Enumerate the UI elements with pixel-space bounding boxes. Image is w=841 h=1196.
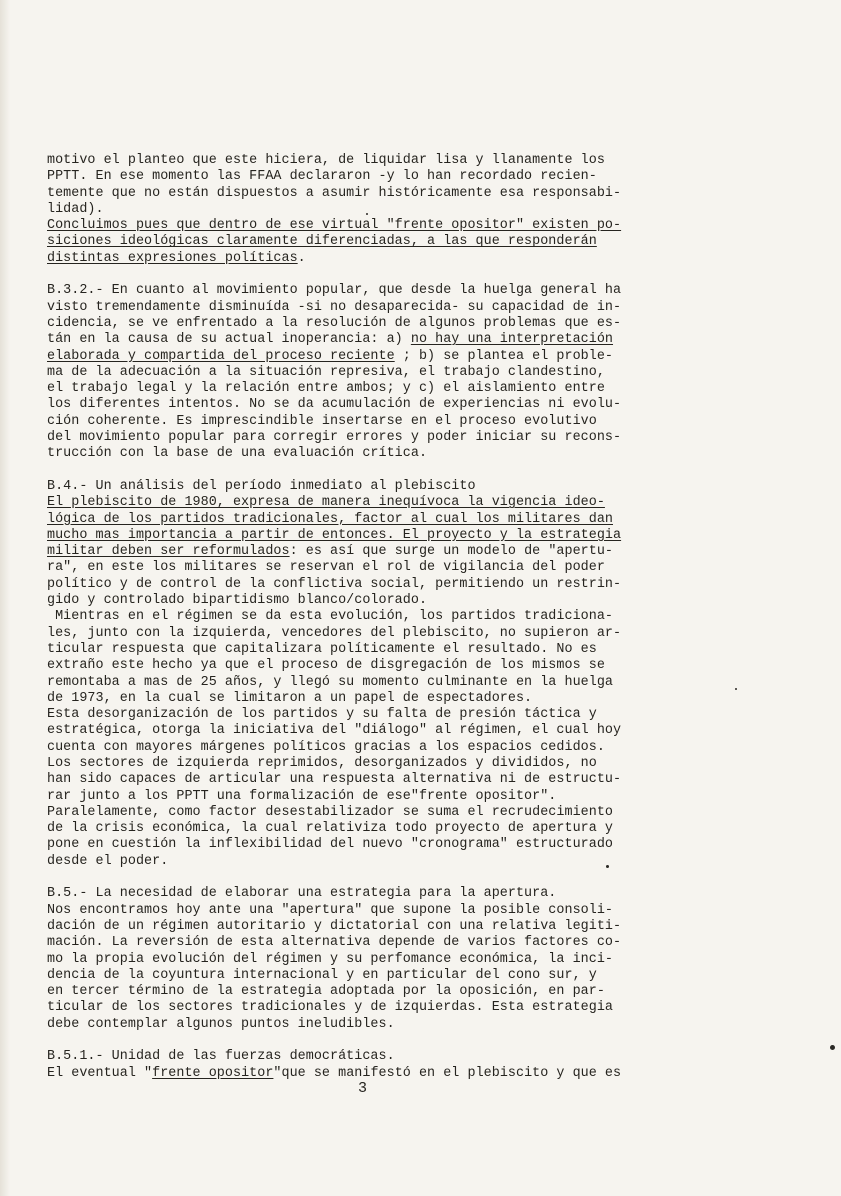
text-segment: Los sectores de izquierda reprimidos, desorganizados y divididos, no	[47, 755, 597, 771]
text-line	[47, 821, 747, 837]
text-line	[47, 626, 747, 642]
text-segment: temente que no están dispuestos a asumir históricamente esa responsabi-	[47, 185, 622, 201]
text-line	[47, 723, 747, 739]
text-segment: remontaba a mas de 25 años, y llegó su momento culminante en la huelga	[47, 674, 613, 690]
text-segment: dencia de la coyuntura internacional y en particular del cono sur, y	[47, 967, 597, 983]
text-line	[47, 316, 747, 332]
text-line	[47, 805, 747, 821]
text-segment: ra", en este los militares se reservan el rol de vigilancia del poder	[47, 560, 605, 576]
text-segment: gido y controlado bipartidismo blanco/colorado.	[47, 593, 428, 609]
text-line	[47, 202, 747, 218]
text-segment: ción coherente. Es imprescindible insertarse en el proceso evolutivo	[47, 413, 597, 429]
underlined-text: elaborada y compartida del proceso reciente	[47, 348, 395, 364]
text-segment: Esta desorganización de los partidos y su falta de presión táctica y	[47, 707, 597, 723]
text-segment: cidencia, se ve enfrentado a la resolución de algunos problemas que es-	[47, 315, 622, 331]
body-text	[47, 153, 747, 1098]
paragraph-b32	[47, 283, 747, 462]
text-segment: : es así que surge un modelo de "apertu-	[289, 544, 614, 560]
text-line	[47, 854, 747, 870]
paragraph-b5	[47, 886, 747, 1033]
text-segment: les, junto con la izquierda, vencedores del plebiscito, no supieron ar-	[47, 625, 622, 641]
text-line	[47, 1066, 747, 1082]
text-line	[47, 186, 747, 202]
text-segment: rar junto a los PPTT una formalización de ese"frente opositor".	[47, 788, 557, 804]
text-segment: PPTT. En ese momento las FFAA declararon -y lo han recordado recien-	[47, 169, 597, 185]
text-line	[47, 479, 747, 495]
text-line	[47, 984, 747, 1000]
ink-speck	[830, 1045, 835, 1050]
text-segment: mación. La reversión de esta alternativa depende de varios factores co-	[47, 935, 622, 951]
text-segment: ticular respuesta que capitalizara políticamente el resultado. No es	[47, 641, 597, 657]
text-segment: dación de un régimen autoritario y dictatorial con una relativa legiti-	[47, 918, 622, 934]
page-number: 3	[358, 1080, 368, 1097]
text-line	[47, 430, 747, 446]
text-line	[47, 740, 747, 756]
text-segment: político y de control de la conflictiva social, permitiendo un restrin-	[47, 576, 622, 592]
text-segment: ticular de los sectores tradicionales y de izquierdas. Esta estrategia	[47, 1000, 613, 1016]
text-segment: B.4.- Un análisis del período inmediato al plebiscito	[47, 478, 476, 494]
text-line	[47, 446, 747, 462]
ink-speck	[606, 865, 609, 868]
text-line	[47, 837, 747, 853]
text-line	[47, 218, 747, 234]
text-line	[47, 935, 747, 951]
text-line	[47, 234, 747, 250]
ink-speck	[366, 213, 368, 215]
text-line	[47, 381, 747, 397]
text-line	[47, 1000, 747, 1016]
text-segment: pone en cuestión la inflexibilidad del nuevo "cronograma" estructurado	[47, 837, 613, 853]
underlined-text: distintas expresiones políticas	[47, 250, 298, 266]
underlined-text: Concluimos pues que dentro de ese virtual "frente opositor" existen po-	[47, 218, 622, 234]
text-line	[47, 675, 747, 691]
paragraph-b51	[47, 1049, 747, 1082]
text-line	[47, 397, 747, 413]
text-line	[47, 772, 747, 788]
text-line	[47, 283, 747, 299]
text-line	[47, 756, 747, 772]
underlined-text: El plebiscito de 1980, expresa de manera inequívoca la vigencia ideo-	[47, 495, 605, 511]
text-segment: cuenta con mayores márgenes políticos gracias a los espacios cedidos.	[47, 739, 605, 755]
text-line	[47, 414, 747, 430]
text-segment: El eventual "	[47, 1065, 153, 1081]
paper-edge-shadow	[0, 0, 10, 1196]
text-segment: .	[297, 250, 306, 266]
text-segment: Mientras en el régimen se da esta evolución, los partidos tradiciona-	[47, 609, 613, 625]
text-line	[47, 593, 747, 609]
text-segment: Nos encontramos hoy ante una "apertura" que supone la posible consoli-	[47, 902, 613, 918]
text-segment: visto tremendamente disminuída -si no desaparecida- su capacidad de in-	[47, 299, 622, 315]
underlined-text: frente opositor	[152, 1065, 274, 1081]
text-segment: ma de la adecuación a la situación represiva, el trabajo clandestino,	[47, 364, 605, 380]
text-line	[47, 365, 747, 381]
text-line	[47, 512, 747, 528]
text-line	[47, 707, 747, 723]
text-segment: mo la propia evolución del régimen y su perfomance económica, la inci-	[47, 951, 613, 967]
text-segment: han sido capaces de articular una respuesta alternativa ni de estructu-	[47, 772, 622, 788]
text-line	[47, 886, 747, 902]
underlined-text: siciones ideológicas claramente diferenciadas, a las que responderán	[47, 234, 597, 250]
text-segment: estratégica, otorga la iniciativa del "diálogo" al régimen, el cual hoy	[47, 723, 622, 739]
text-line	[47, 658, 747, 674]
text-segment: del movimiento popular para corregir errores y poder iniciar su recons-	[47, 430, 622, 446]
text-segment: motivo el planteo que este hiciera, de liquidar lisa y llanamente los	[47, 153, 605, 168]
paragraph-b4	[47, 479, 747, 870]
text-line	[47, 1049, 747, 1065]
text-segment: debe contemplar algunos puntos ineludibles.	[47, 1016, 395, 1032]
text-segment: de 1973, en la cual se limitaron a un papel de espectadores.	[47, 690, 533, 706]
text-segment: B.5.- La necesidad de elaborar una estrategia para la apertura.	[47, 886, 557, 902]
underlined-text: militar deben ser reformulados	[47, 544, 290, 560]
text-line	[47, 300, 747, 316]
text-line	[47, 642, 747, 658]
underlined-text: lógica de los partidos tradicionales, factor al cual los militares dan	[47, 511, 613, 527]
text-segment: el trabajo legal y la relación entre ambos; y c) el aislamiento entre	[47, 381, 605, 397]
text-line	[47, 903, 747, 919]
text-line	[47, 251, 747, 267]
text-segment: ; b) se plantea el proble-	[394, 348, 614, 364]
underlined-text: mucho mas importancia a partir de entonces. El proyecto y la estrategia	[47, 527, 622, 543]
text-line	[47, 952, 747, 968]
text-segment: tán en la causa de su actual inoperancia: a)	[47, 332, 411, 348]
text-segment: B.3.2.- En cuanto al movimiento popular, que desde la huelga general ha	[47, 283, 622, 299]
text-segment: trucción con la base de una evaluación crítica.	[47, 446, 428, 462]
text-line	[47, 495, 747, 511]
text-segment: de la crisis económica, la cual relativiza todo proyecto de apertura y	[47, 821, 613, 837]
text-line	[47, 153, 747, 169]
text-line	[47, 577, 747, 593]
text-segment: "que se manifestó en el plebiscito y que es	[273, 1065, 622, 1081]
text-line	[47, 1017, 747, 1033]
ink-speck	[735, 688, 737, 690]
paragraph-continuation	[47, 153, 747, 267]
text-segment: los diferentes intentos. No se da acumulación de experiencias ni evolu-	[47, 397, 622, 413]
text-segment: B.5.1.- Unidad de las fuerzas democráticas.	[47, 1049, 395, 1065]
text-line	[47, 169, 747, 185]
text-line	[47, 560, 747, 576]
text-line	[47, 609, 747, 625]
text-segment: en tercer término de la estrategia adoptada por la oposición, en par-	[47, 984, 605, 1000]
text-line	[47, 544, 747, 560]
underlined-text: no hay una interpretación	[410, 332, 614, 348]
text-line	[47, 789, 747, 805]
text-line	[47, 349, 747, 365]
text-segment: desde el poder.	[47, 853, 169, 869]
text-line	[47, 691, 747, 707]
text-line	[47, 332, 747, 348]
text-line	[47, 968, 747, 984]
text-line	[47, 528, 747, 544]
text-line	[47, 919, 747, 935]
text-segment: lidad).	[47, 201, 104, 217]
text-segment: extraño este hecho ya que el proceso de disgregación de los mismos se	[47, 658, 605, 674]
text-segment: Paralelamente, como factor desestabilizador se suma el recrudecimiento	[47, 804, 613, 820]
